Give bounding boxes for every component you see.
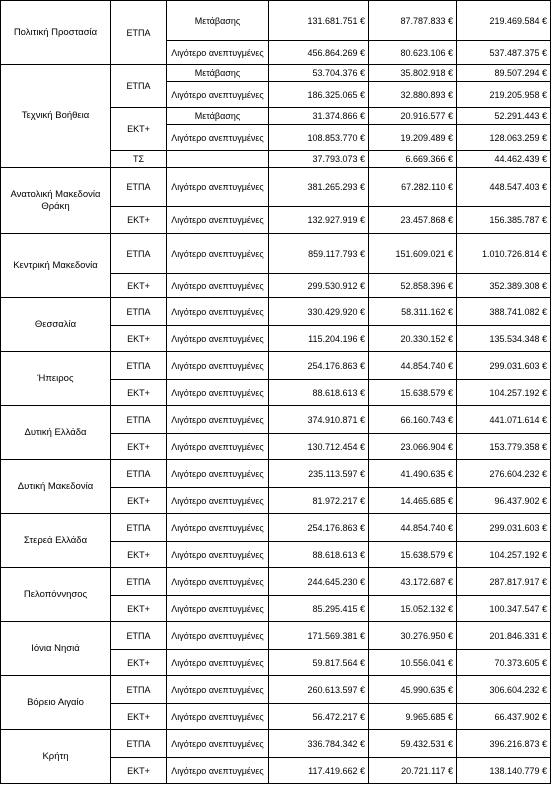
category-cell: Μετάβασης bbox=[167, 65, 269, 82]
amount-1-cell: 171.569.381 € bbox=[269, 622, 369, 650]
fund-cell: ΕΚΤ+ bbox=[111, 704, 167, 730]
amount-total-cell: 104.257.192 € bbox=[457, 380, 551, 406]
table-row bbox=[1, 730, 551, 758]
amount-2-cell: 9.965.685 € bbox=[369, 704, 457, 730]
amount-total-cell: 156.385.787 € bbox=[457, 207, 551, 234]
fund-cell: ΤΣ bbox=[111, 151, 167, 168]
amount-2-cell: 66.160.743 € bbox=[369, 406, 457, 434]
amount-1-cell: 88.618.613 € bbox=[269, 542, 369, 568]
amount-1-cell: 56.472.217 € bbox=[269, 704, 369, 730]
category-cell: Λιγότερο ανεπτυγμένες bbox=[167, 434, 269, 460]
amount-1-cell: 117.419.662 € bbox=[269, 758, 369, 784]
amount-2-cell: 20.330.152 € bbox=[369, 326, 457, 352]
table-row bbox=[1, 352, 551, 380]
category-cell: Λιγότερο ανεπτυγμένες bbox=[167, 380, 269, 406]
fund-cell: ΕΚΤ+ bbox=[111, 596, 167, 622]
table-row bbox=[1, 568, 551, 596]
amount-total-cell: 537.487.375 € bbox=[457, 41, 551, 65]
amount-total-cell: 287.817.917 € bbox=[457, 568, 551, 596]
fund-cell: ΕΚΤ+ bbox=[111, 650, 167, 676]
amount-2-cell: 44.854.740 € bbox=[369, 514, 457, 542]
amount-1-cell: 336.784.342 € bbox=[269, 730, 369, 758]
fund-cell: ΕΚΤ+ bbox=[111, 542, 167, 568]
amount-1-cell: 186.325.065 € bbox=[269, 82, 369, 108]
fund-cell: ΕΚΤ+ bbox=[111, 274, 167, 298]
category-cell: Λιγότερο ανεπτυγμένες bbox=[167, 82, 269, 108]
amount-total-cell: 299.031.603 € bbox=[457, 352, 551, 380]
amount-total-cell: 44.462.439 € bbox=[457, 151, 551, 168]
category-cell: Λιγότερο ανεπτυγμένες bbox=[167, 596, 269, 622]
region-cell: Κεντρική Μακεδονία bbox=[1, 234, 111, 298]
amount-total-cell: 201.846.331 € bbox=[457, 622, 551, 650]
amount-1-cell: 859.117.793 € bbox=[269, 234, 369, 274]
category-cell: Λιγότερο ανεπτυγμένες bbox=[167, 460, 269, 488]
table-row bbox=[1, 514, 551, 542]
category-cell: Λιγότερο ανεπτυγμένες bbox=[167, 514, 269, 542]
amount-total-cell: 135.534.348 € bbox=[457, 326, 551, 352]
amount-total-cell: 219.205.958 € bbox=[457, 82, 551, 108]
amount-1-cell: 108.853.770 € bbox=[269, 125, 369, 151]
amount-2-cell: 35.802.918 € bbox=[369, 65, 457, 82]
amount-2-cell: 87.787.833 € bbox=[369, 1, 457, 41]
fund-cell: ΕΚΤ+ bbox=[111, 758, 167, 784]
amount-1-cell: 381.265.293 € bbox=[269, 168, 369, 207]
amount-total-cell: 299.031.603 € bbox=[457, 514, 551, 542]
amount-total-cell: 396.216.873 € bbox=[457, 730, 551, 758]
amount-1-cell: 132.927.919 € bbox=[269, 207, 369, 234]
fund-cell: ΕΤΠΑ bbox=[111, 352, 167, 380]
allocation-table-body bbox=[1, 1, 551, 784]
amount-2-cell: 151.609.021 € bbox=[369, 234, 457, 274]
amount-2-cell: 20.721.117 € bbox=[369, 758, 457, 784]
table-row bbox=[1, 298, 551, 326]
amount-1-cell: 374.910.871 € bbox=[269, 406, 369, 434]
region-cell: Ήπειρος bbox=[1, 352, 111, 406]
amount-total-cell: 1.010.726.814 € bbox=[457, 234, 551, 274]
amount-total-cell: 441.071.614 € bbox=[457, 406, 551, 434]
amount-2-cell: 30.276.950 € bbox=[369, 622, 457, 650]
region-cell: Κρήτη bbox=[1, 730, 111, 784]
amount-2-cell: 52.858.396 € bbox=[369, 274, 457, 298]
amount-1-cell: 81.972.217 € bbox=[269, 488, 369, 514]
category-cell: Λιγότερο ανεπτυγμένες bbox=[167, 488, 269, 514]
category-cell: Λιγότερο ανεπτυγμένες bbox=[167, 622, 269, 650]
fund-cell: ΕΚΤ+ bbox=[111, 434, 167, 460]
table-row bbox=[1, 406, 551, 434]
amount-1-cell: 330.429.920 € bbox=[269, 298, 369, 326]
amount-1-cell: 131.681.751 € bbox=[269, 1, 369, 41]
fund-cell: ΕΤΠΑ bbox=[111, 406, 167, 434]
category-cell: Μετάβασης bbox=[167, 1, 269, 41]
category-cell: Λιγότερο ανεπτυγμένες bbox=[167, 352, 269, 380]
amount-2-cell: 32.880.893 € bbox=[369, 82, 457, 108]
region-cell: Ιόνια Νησιά bbox=[1, 622, 111, 676]
fund-cell: ΕΤΠΑ bbox=[111, 1, 167, 65]
category-cell: Λιγότερο ανεπτυγμένες bbox=[167, 704, 269, 730]
region-cell: Τεχνική Βοήθεια bbox=[1, 65, 111, 168]
amount-total-cell: 388.741.082 € bbox=[457, 298, 551, 326]
region-cell: Στερεά Ελλάδα bbox=[1, 514, 111, 568]
amount-2-cell: 80.623.106 € bbox=[369, 41, 457, 65]
fund-cell: ΕΤΠΑ bbox=[111, 568, 167, 596]
table-row bbox=[1, 234, 551, 274]
amount-1-cell: 31.374.866 € bbox=[269, 108, 369, 125]
amount-total-cell: 138.140.779 € bbox=[457, 758, 551, 784]
amount-1-cell: 260.613.597 € bbox=[269, 676, 369, 704]
amount-total-cell: 70.373.605 € bbox=[457, 650, 551, 676]
amount-2-cell: 67.282.110 € bbox=[369, 168, 457, 207]
amount-1-cell: 254.176.863 € bbox=[269, 352, 369, 380]
amount-1-cell: 85.295.415 € bbox=[269, 596, 369, 622]
amount-2-cell: 10.556.041 € bbox=[369, 650, 457, 676]
amount-2-cell: 44.854.740 € bbox=[369, 352, 457, 380]
amount-total-cell: 448.547.403 € bbox=[457, 168, 551, 207]
category-cell: Λιγότερο ανεπτυγμένες bbox=[167, 125, 269, 151]
amount-2-cell: 43.172.687 € bbox=[369, 568, 457, 596]
amount-1-cell: 59.817.564 € bbox=[269, 650, 369, 676]
category-cell: Λιγότερο ανεπτυγμένες bbox=[167, 207, 269, 234]
region-cell: Πελοπόννησος bbox=[1, 568, 111, 622]
amount-2-cell: 15.638.579 € bbox=[369, 380, 457, 406]
amount-1-cell: 244.645.230 € bbox=[269, 568, 369, 596]
amount-2-cell: 20.916.577 € bbox=[369, 108, 457, 125]
region-cell: Πολιτική Προστασία bbox=[1, 1, 111, 65]
amount-1-cell: 130.712.454 € bbox=[269, 434, 369, 460]
fund-cell: ΕΤΠΑ bbox=[111, 622, 167, 650]
category-cell: Λιγότερο ανεπτυγμένες bbox=[167, 406, 269, 434]
category-cell: Λιγότερο ανεπτυγμένες bbox=[167, 326, 269, 352]
table-row bbox=[1, 1, 551, 41]
amount-2-cell: 6.669.366 € bbox=[369, 151, 457, 168]
amount-2-cell: 23.066.904 € bbox=[369, 434, 457, 460]
amount-total-cell: 52.291.443 € bbox=[457, 108, 551, 125]
amount-1-cell: 254.176.863 € bbox=[269, 514, 369, 542]
category-cell: Λιγότερο ανεπτυγμένες bbox=[167, 298, 269, 326]
category-cell: Μετάβασης bbox=[167, 108, 269, 125]
amount-total-cell: 219.469.584 € bbox=[457, 1, 551, 41]
category-cell: Λιγότερο ανεπτυγμένες bbox=[167, 168, 269, 207]
fund-cell: ΕΤΠΑ bbox=[111, 514, 167, 542]
category-cell: Λιγότερο ανεπτυγμένες bbox=[167, 676, 269, 704]
amount-2-cell: 41.490.635 € bbox=[369, 460, 457, 488]
fund-cell: ΕΤΠΑ bbox=[111, 730, 167, 758]
fund-cell: ΕΚΤ+ bbox=[111, 207, 167, 234]
category-cell: Λιγότερο ανεπτυγμένες bbox=[167, 758, 269, 784]
table-row bbox=[1, 676, 551, 704]
fund-cell: ΕΤΠΑ bbox=[111, 234, 167, 274]
category-cell: Λιγότερο ανεπτυγμένες bbox=[167, 274, 269, 298]
table-row bbox=[1, 460, 551, 488]
amount-total-cell: 89.507.294 € bbox=[457, 65, 551, 82]
amount-1-cell: 115.204.196 € bbox=[269, 326, 369, 352]
amount-2-cell: 15.638.579 € bbox=[369, 542, 457, 568]
fund-cell: ΕΚΤ+ bbox=[111, 326, 167, 352]
amount-2-cell: 23.457.868 € bbox=[369, 207, 457, 234]
region-cell: Βόρειο Αιγαίο bbox=[1, 676, 111, 730]
amount-1-cell: 235.113.597 € bbox=[269, 460, 369, 488]
category-cell: Λιγότερο ανεπτυγμένες bbox=[167, 41, 269, 65]
amount-1-cell: 88.618.613 € bbox=[269, 380, 369, 406]
amount-2-cell: 58.311.162 € bbox=[369, 298, 457, 326]
fund-cell: ΕΚΤ+ bbox=[111, 380, 167, 406]
amount-total-cell: 96.437.902 € bbox=[457, 488, 551, 514]
category-cell: Λιγότερο ανεπτυγμένες bbox=[167, 650, 269, 676]
amount-total-cell: 153.779.358 € bbox=[457, 434, 551, 460]
amount-2-cell: 15.052.132 € bbox=[369, 596, 457, 622]
amount-total-cell: 104.257.192 € bbox=[457, 542, 551, 568]
amount-total-cell: 128.063.259 € bbox=[457, 125, 551, 151]
category-cell: Λιγότερο ανεπτυγμένες bbox=[167, 234, 269, 274]
fund-cell: ΕΚΤ+ bbox=[111, 488, 167, 514]
category-cell: Λιγότερο ανεπτυγμένες bbox=[167, 542, 269, 568]
fund-cell: ΕΤΠΑ bbox=[111, 168, 167, 207]
table-row bbox=[1, 168, 551, 207]
amount-total-cell: 352.389.308 € bbox=[457, 274, 551, 298]
amount-total-cell: 306.604.232 € bbox=[457, 676, 551, 704]
region-cell: Ανατολική Μακεδονία Θράκη bbox=[1, 168, 111, 234]
category-cell bbox=[167, 151, 269, 168]
fund-cell: ΕΚΤ+ bbox=[111, 108, 167, 151]
amount-total-cell: 66.437.902 € bbox=[457, 704, 551, 730]
amount-2-cell: 45.990.635 € bbox=[369, 676, 457, 704]
region-cell: Θεσσαλία bbox=[1, 298, 111, 352]
amount-2-cell: 59.432.531 € bbox=[369, 730, 457, 758]
table-row bbox=[1, 622, 551, 650]
amount-total-cell: 276.604.232 € bbox=[457, 460, 551, 488]
category-cell: Λιγότερο ανεπτυγμένες bbox=[167, 730, 269, 758]
category-cell: Λιγότερο ανεπτυγμένες bbox=[167, 568, 269, 596]
amount-1-cell: 456.864.269 € bbox=[269, 41, 369, 65]
fund-cell: ΕΤΠΑ bbox=[111, 298, 167, 326]
amount-2-cell: 19.209.489 € bbox=[369, 125, 457, 151]
amount-1-cell: 53.704.376 € bbox=[269, 65, 369, 82]
amount-2-cell: 14.465.685 € bbox=[369, 488, 457, 514]
amount-1-cell: 299.530.912 € bbox=[269, 274, 369, 298]
fund-cell: ΕΤΠΑ bbox=[111, 460, 167, 488]
amount-total-cell: 100.347.547 € bbox=[457, 596, 551, 622]
region-cell: Δυτική Μακεδονία bbox=[1, 460, 111, 514]
amount-1-cell: 37.793.073 € bbox=[269, 151, 369, 168]
fund-cell: ΕΤΠΑ bbox=[111, 676, 167, 704]
fund-cell: ΕΤΠΑ bbox=[111, 65, 167, 108]
table-row bbox=[1, 65, 551, 82]
region-cell: Δυτική Ελλάδα bbox=[1, 406, 111, 460]
